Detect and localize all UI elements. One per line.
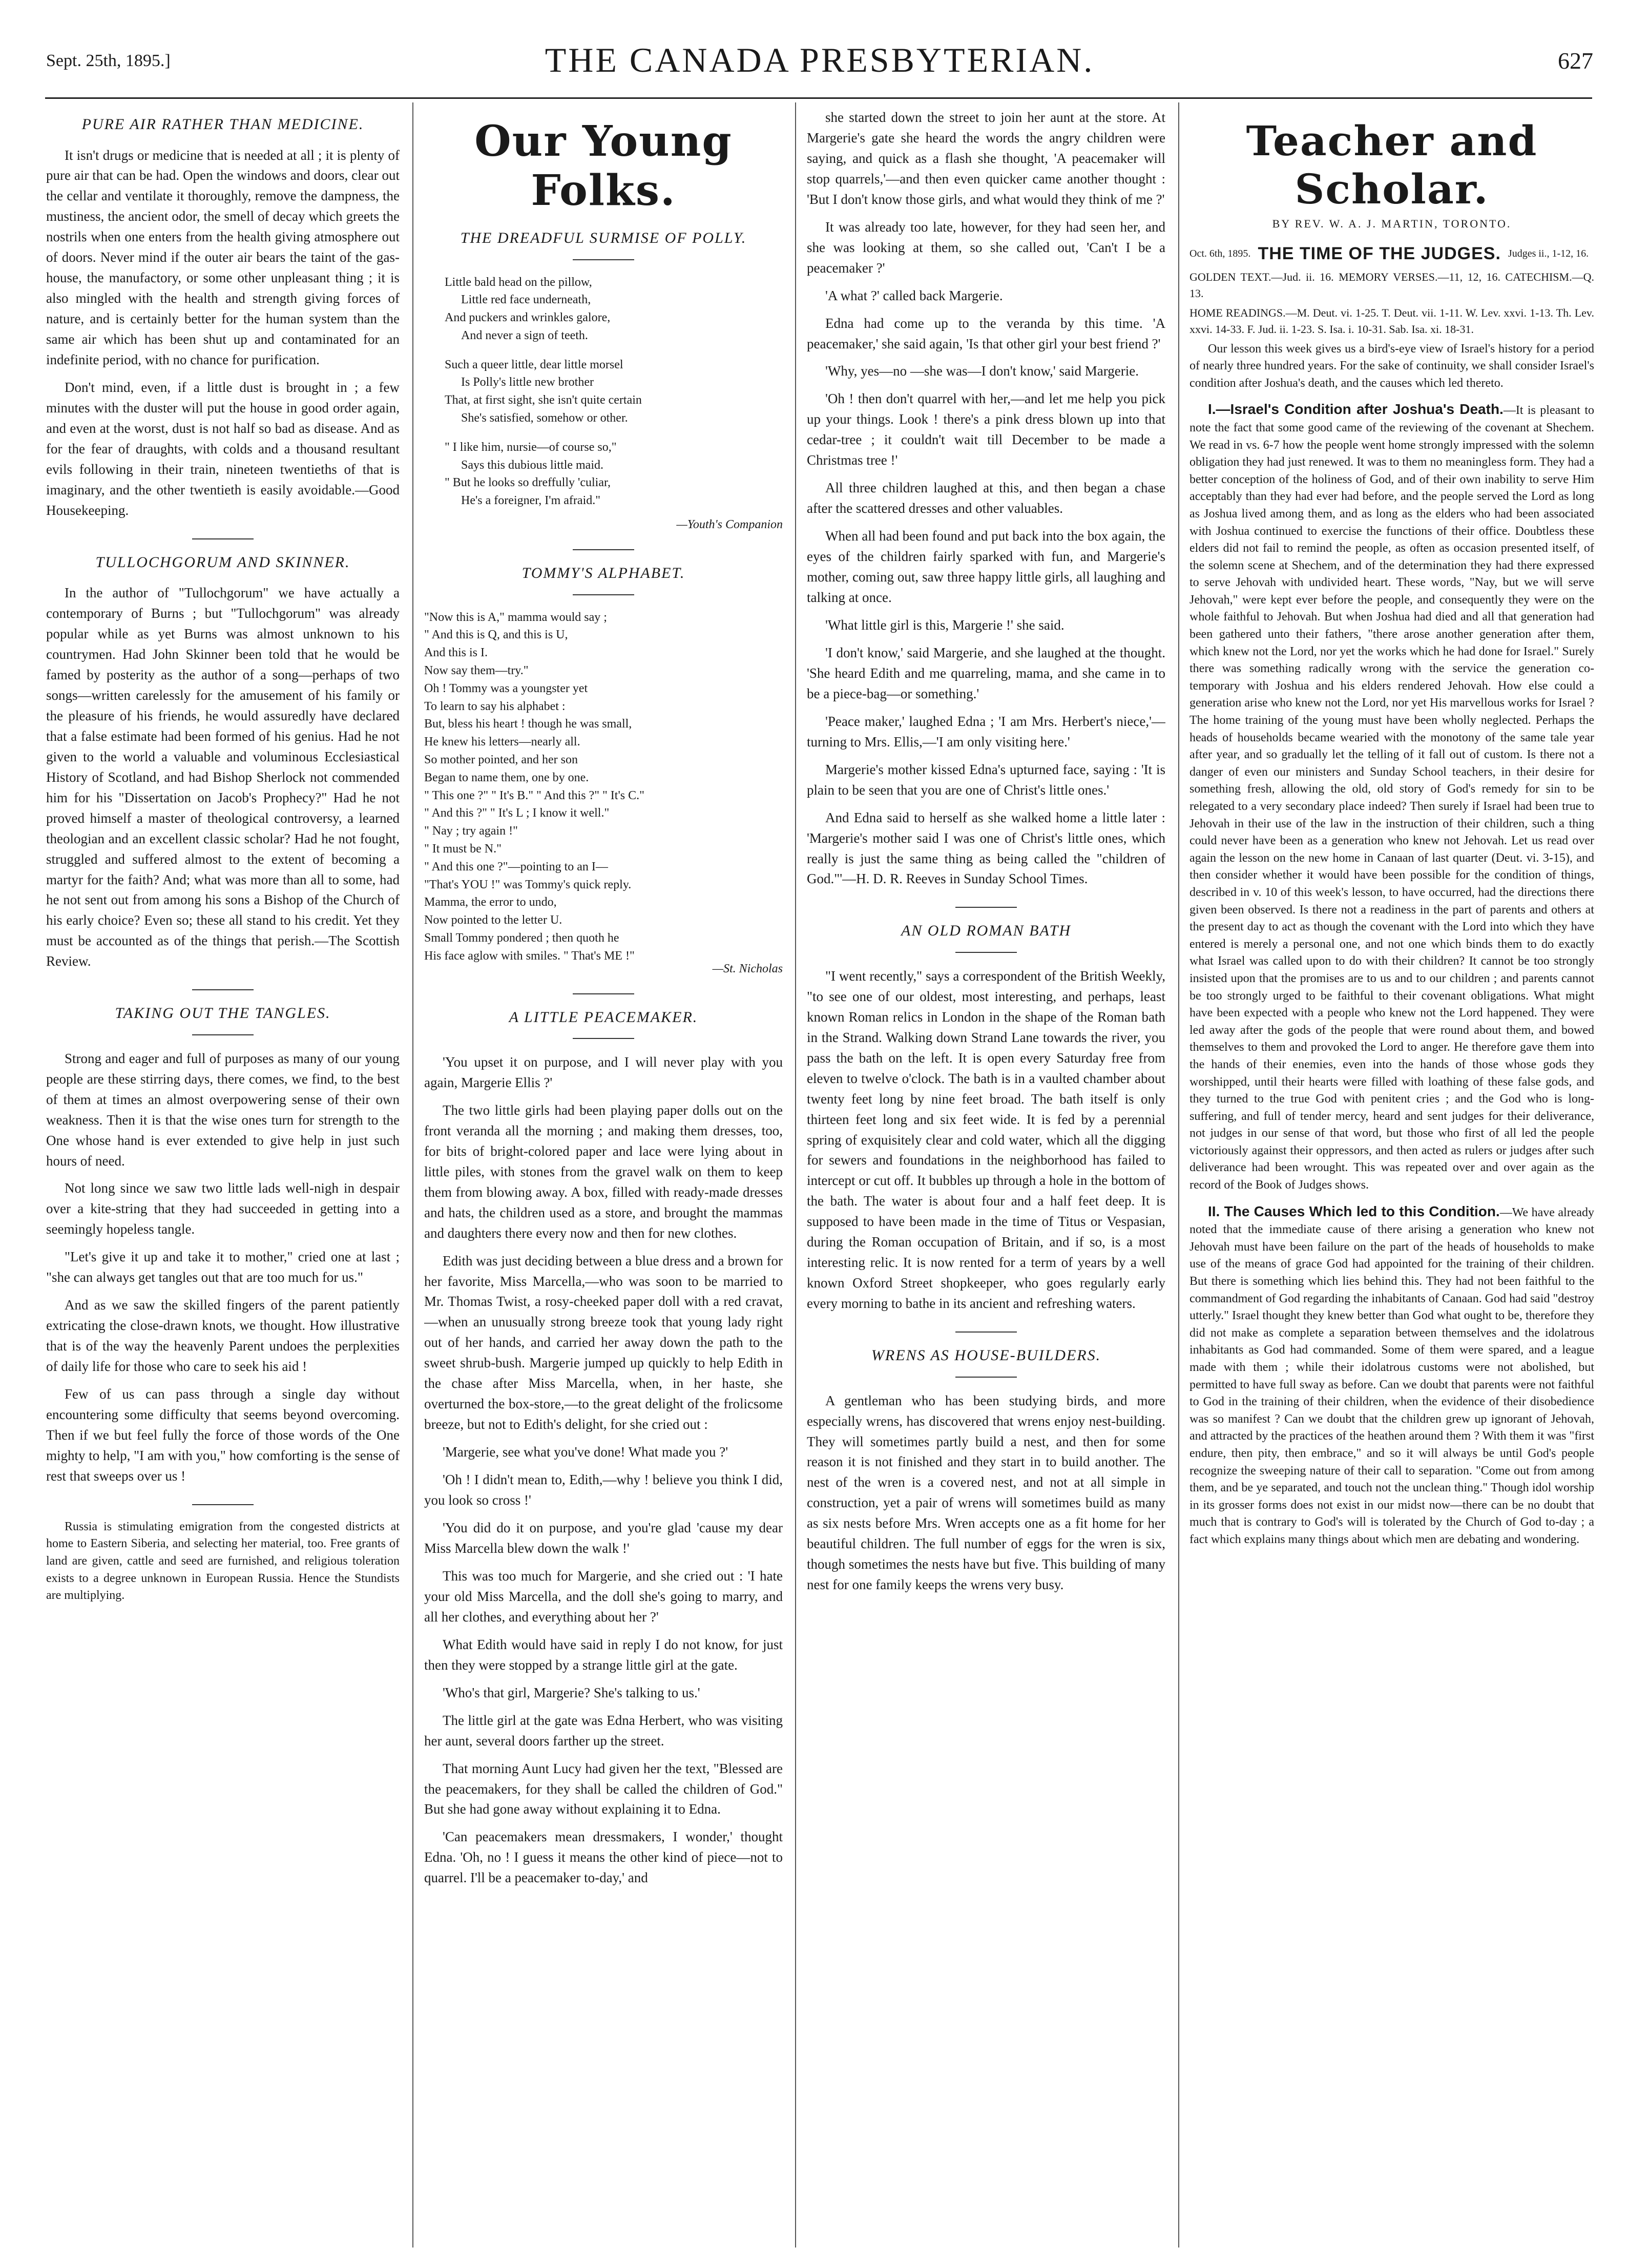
- poem-line: He's a foreigner, I'm afraid.": [461, 494, 601, 508]
- section-rule: [192, 538, 254, 539]
- article-tullochgorum: [46, 553, 400, 972]
- paragraph: 'I don't know,' said Margerie, and she laughed at the thought. 'She heard Edith and me quarreling, mama, and she came in to be a piece-bag—or something.': [807, 644, 1165, 701]
- story-peacemaker-continued: [807, 108, 1165, 889]
- paragraph: 'Oh ! I didn't mean to, Edith,—why ! believe you think I did, you look so cross !': [424, 1472, 783, 1508]
- article-title: WRENS AS HOUSE-BUILDERS.: [871, 1347, 1101, 1364]
- article-roman-bath: [807, 921, 1165, 1314]
- paragraph: And Edna said to herself as she walked home a little later : 'Margerie's mother said I was one of Christ's little ones, which really is just the same thing as being called the "children of God."'—H. D. R. Reeves in Sunday School Times.: [807, 809, 1165, 887]
- paragraph: 'Peace maker,' laughed Edna ; 'I am Mrs. Herbert's niece,'—turning to Mrs. Ellis,—'I am only visiting here.': [807, 713, 1165, 750]
- paragraph: 'A what ?' called back Margerie.: [825, 287, 1003, 303]
- poem-line: Small Tommy pondered ; then quoth he: [424, 931, 619, 945]
- subheading: I.—Israel's Condition after Joshua's Death.: [1208, 401, 1504, 418]
- newspaper-title: THE CANADA PRESBYTERIAN.: [545, 40, 1095, 79]
- paragraph: The little girl at the gate was Edna Herbert, who was visiting her aunt, several doors farther up the street.: [424, 1712, 783, 1749]
- paragraph: "I went recently," says a correspondent of the British Weekly, "to see one of our oldest, most interesting, and perhaps, least known Roman relics in London in the shape of the Roman bath in the Strand. Walking down Strand Lane towards the river, you pass the bath on the left. It is open every Saturday free from eleven to twelve o'clock. The bath is in a vaulted chamber about twenty feet long by nine feet broad. The bath itself is only thirteen feet long and six feet wide. It is fed by a perennial spring of exquisitely clear and cold water, which all the digging for sewers and foundations in the neighborhood has failed to intercept or cut off. It bubbles up through a hole in the bottom of the bath. The water is about four and a half feet deep. It is supposed to have been made in the time of Titus or Vespasian, during the Roman occupation of Britain, and if so, is a most interesting relic. It is now rented for a term of years by a well known Oxford Street shopkeeper, who goes regularly early every morning to bathe in its ancient and refreshing waters.: [807, 968, 1165, 1312]
- title-rule: [573, 1038, 634, 1039]
- poem-line: Little red face underneath,: [461, 293, 591, 307]
- article-title: AN OLD ROMAN BATH: [901, 922, 1072, 940]
- poem-polly: [424, 228, 783, 532]
- poem-line: His face aglow with smiles. " That's ME !": [424, 949, 635, 963]
- poem-line: Began to name them, one by one.: [424, 771, 589, 784]
- poem-line: And never a sign of teeth.: [461, 328, 588, 342]
- paragraph-body: —We have already noted that the immediate cause of there arising a generation who knew not Jehovah must have been failure on the part of the heads of households to make use of the means of grace God had appointed for the training of their children. But there is something which lies behind this. They had not been faithful to the commandment of God regarding the inhabitants of Canaan. God had said "destroy utterly." Israel thought they knew better than God what ought to be, therefore they did not make as complete a separation between themselves and the idolatrous inhabitants as God had commanded. Some of them were spared, and a league made with them ; while their idolatrous customs were not abolished, but permitted to have full sway as before. Can we doubt that parents were not faithful to God in the training of their children, when the evidence of their disobedience was so manifest ? Can we doubt that the children grew up ignorant of Jehovah, and attracted by the practices of the heathen around them ? With them it was "first endure, then pity, then embrace," and so it will always be until God's people recognize the sweeping nature of their call to separation. "Come out from among them, and be ye separated, and touch not the unclean thing." Though idol worship in its grosser forms does not exist in our midst now—there can be no doubt that much that is contrary to God's will is tolerated by the Church of God to-day ; a fact which explains many things about which men are debating and wondering.: [1189, 1205, 1594, 1546]
- article-title: PURE AIR RATHER THAN MEDICINE.: [81, 116, 364, 133]
- poem-line: " And this ?" " It's L ; I know it well.": [424, 806, 610, 820]
- poem-line: He knew his letters—nearly all.: [424, 735, 580, 749]
- poem-line: Such a queer little, dear little morsel: [445, 358, 623, 371]
- column-divider: [795, 102, 796, 2248]
- paragraph: 'You did do it on purpose, and you're glad 'cause my dear Miss Marcella blew down the walk !': [424, 1520, 783, 1556]
- poem-line: Mamma, the error to undo,: [424, 896, 557, 909]
- poem-line: That, at first sight, she isn't quite certain: [445, 393, 642, 407]
- article-title: TULLOCHGORUM AND SKINNER.: [95, 553, 350, 571]
- paragraph: 'Margerie, see what you've done! What made you ?': [443, 1444, 728, 1460]
- lesson-intro: Our lesson this week gives us a bird's-eye view of Israel's history for a period of nearly three hundred years. For the sake of continuity, we shall consider Israel's condition after Joshua's death, and the causes which led thereto.: [1189, 342, 1594, 390]
- section-rule: [573, 549, 634, 550]
- paragraph: 'Oh ! then don't quarrel with her,—and let me help you pick up your things. Look ! there's a pink dress blown up into that cedar-tree ; it couldn't wait till December to be made a Christmas tree !': [807, 391, 1165, 468]
- subheading: II. The Causes Which led to this Condition.: [1208, 1203, 1500, 1219]
- section-rule: [573, 993, 634, 994]
- column-4: [1189, 108, 1594, 2237]
- section-rule: [192, 1504, 254, 1505]
- paragraph: Margerie's mother kissed Edna's upturned face, saying : 'It is plain to be seen that you are one of Christ's little ones.': [807, 761, 1165, 798]
- section-masthead-young-folks: Our Young Folks.: [474, 117, 733, 215]
- poem-line: So mother pointed, and her son: [424, 753, 578, 766]
- article-russia: [46, 1518, 400, 1605]
- poem-line: "Now this is A," mamma would say ;: [424, 610, 607, 624]
- credit: —Youth's Companion: [676, 518, 783, 532]
- golden-text: GOLDEN TEXT.—Jud. ii. 16. MEMORY VERSES.—11, 12, 16. CATECHISM.—Q. 13.: [1189, 271, 1594, 300]
- poem-title: THE DREADFUL SURMISE OF POLLY.: [460, 230, 747, 246]
- paragraph: What Edith would have said in reply I do not know, for just then they were stopped by a strange little girl at the gate.: [424, 1636, 783, 1673]
- stanza: [424, 439, 783, 510]
- paragraph: It isn't drugs or medicine that is needed at all ; it is plenty of pure air that can be had. Open the windows and doors, clear out the cellar and ventilate it thoroughly, remove the dampness, the mustiness, the ancient odor, the smell of decay which greets the nostrils when one enters from the health giving atmosphere out of doors. Never mind if the outer air bears the taint of the gas-house, the manufactory, or some other unpleasant thing ; it is also mingled with the health and strength giving forces of nature, and is certainly better for the human system than the same air which has been shut up and contaminated for an indefinite period, with no chance for purification.: [46, 147, 400, 368]
- lesson-title: THE TIME OF THE JUDGES.: [1258, 244, 1501, 263]
- poem-line: " Nay ; try again !": [424, 824, 518, 838]
- section-masthead-teacher-scholar: Teacher and Scholar.: [1246, 117, 1538, 213]
- article-pure-air: [46, 115, 400, 521]
- issue-date: Sept. 25th, 1895.]: [46, 51, 171, 70]
- section-rule: [955, 907, 1017, 908]
- title-rule: [573, 259, 634, 260]
- poem-line: " But he looks so dreffully 'culiar,: [445, 476, 611, 490]
- page-header: [46, 40, 1593, 96]
- paragraph: [1189, 1201, 1594, 1549]
- poem-line: Oh ! Tommy was a youngster yet: [424, 681, 588, 695]
- paragraph: Strong and eager and full of purposes as many of our young people are these stirring days, there comes, we find, to the best of them at times an almost overpowering sense of their own weakness. Then it is that the wise ones turn for strength to the One whose hand is ever extended to give help in just such hours of need.: [46, 1050, 400, 1169]
- section-rule: [955, 1331, 1017, 1333]
- title-rule: [955, 952, 1017, 953]
- poem-line: Little bald head on the pillow,: [445, 275, 592, 289]
- page-number: 627: [1558, 48, 1593, 74]
- paragraph: That morning Aunt Lucy had given her the text, "Blessed are the peacemakers, for they shall be called the children of God." But she had gone away without explaining it to Edna.: [424, 1760, 783, 1817]
- poem-title: TOMMY'S ALPHABET.: [521, 565, 685, 582]
- paragraph: Few of us can pass through a single day without encountering some difficulty that seems beyond overcoming. Then if we but feel fully the force of those words of the One mighty to help, "I am with you," how comforting is the sense of rest that sweeps over us !: [46, 1386, 400, 1484]
- paragraph: 'What little girl is this, Margerie !' she said.: [825, 617, 1065, 633]
- poem-line: But, bless his heart ! though he was small,: [424, 717, 632, 731]
- poem-line: Now say them—try.": [424, 663, 529, 677]
- poem-line: Is Polly's little new brother: [461, 376, 594, 389]
- section-rule: [192, 989, 254, 990]
- poem-line: To learn to say his alphabet :: [424, 699, 566, 713]
- paragraph: Russia is stimulating emigration from the congested districts at home to Eastern Siberia, and selecting her material, too. Free grants of land are given, cattle and seed are furnished, and religious toleration exists to a degree unknown in European Russia. Hence the Stundists are multiplying.: [46, 1520, 400, 1603]
- title-rule: [955, 1377, 1017, 1378]
- paragraph: It was already too late, however, for they had seen her, and she was looking at them, so she called out, 'Can't I be a peacemaker ?': [807, 219, 1165, 276]
- poem-line: " And this one ?"—pointing to an I—: [424, 860, 608, 873]
- poem-tommy: [424, 564, 783, 975]
- paragraph: A gentleman who has been studying birds, and more especially wrens, has discovered that wrens enjoy nest-building. They will sometimes partly build a nest, and then for some reason it is not finished and they start in to build another. The nest of the wren is a covered nest, and not at all simple in construction, yet a pair of wrens will sometimes build as many as six nests before Mrs. Wren accepts one as a fit home for her beautiful children. The full number of eggs for the wren is six, though sometimes the nests have but five. This building of many nest for one family keeps the wrens very busy.: [807, 1392, 1165, 1593]
- column-divider: [412, 102, 413, 2248]
- stanza: [424, 356, 783, 427]
- paragraph: 'Who's that girl, Margerie? She's talking to us.': [443, 1684, 700, 1700]
- paragraph: Don't mind, even, if a little dust is brought in ; a few minutes with the duster will put the house in good order again, and even at the worst, dust is not half so bad as disease. And as for the fear of draughts, with colds and a thousand resultant evils following in their train, nineteen twentieths of that is imaginary, and the other twentieth is easily avoidable.—Good Housekeeping.: [46, 379, 400, 518]
- paragraph: The two little girls had been playing paper dolls out on the front veranda all the morning ; and making them dresses, too, for bits of bright-colored paper and lace were lying about in little piles, with stones from the gravel walk on them to keep them from blowing away. A box, filled with ready-made dresses and hats, the children used as a store, and brought the mammas and daughters there every now and then for new clothes.: [424, 1102, 783, 1241]
- paragraph-body: —It is pleasant to note the fact that some good came of the reviewing of the covenant at Shechem. We read in vs. 6-7 how the people went home strongly impressed with the solemn obligation they had just renewed. It was to them no meaningless form. They had a better conception of the holiness of God, and of their own inability to serve Him acceptably than they had ever had before, and the people served the Lord as long as Joshua lived among them, and as long as the elders who had been associated with Joshua continued to exercise the functions of their office. Doubtless these elders did not fail to remind the people, as often as occasion presented itself, of the solemn scene at Shechem, and of the determination they had there expressed to serve Jehovah with undivided heart. These words, "Nay, but we will serve Jehovah," were kept ever before the people, and consequently they were on the whole faithful to Jehovah. But when Joshua had died and all that generation had been gathered unto their fathers, "there arose another generation after them, which knew not the Lord, nor yet the works which he had done for Israel." Surely there was something radically wrong with the service the generation co-temporary with Joshua and his elders rendered Jehovah. How else could a generation arise who knew not the Lord, nor yet His marvellous works for Israel ? The home training of the young must have been wholly neglected. Perhaps the heads of households became wearied with the monotony of the same tale year after year, and so gradually let the telling of it fall out of custom. Is there not a danger of even our ministers and Sunday School teachers, in their desire for something fresh, allowing the old, old story of God's remedy for sin to be relegated to a very secondary place indeed? Then surely if Israel had been true to Jehovah in their use of the law in the instruction of their children, such a thing could never have been as a generation who knew not Jehovah. Let us read over again the lesson on the new home in Canaan of last quarter (Deut. vi. 3-15), and then consider whether it would have been possible for the condition of things, described in v. 10 of this week's lesson, to have occurred, had the directions there given been observed. Is there not a readiness in the part of parents and others at the present day to act as though the covenant with the Lord into which they have entered is merely a personal one, and not one which binds them to do exactly what Israel was called upon to do with their children? It cannot be too strongly insisted upon that the promises are to us and to our children ; and parents cannot be too strongly urged to be faithful to their covenant obligations. What might have been expected with a people who knew not the Lord happened. They were led away after the gods of the people that were round about them, and bowed themselves to them and provoked the Lord to anger. He therefore gave them into the hands of their enemies, even into the hands of those whose gods they worshipped, until their hearts were filled with loathing of these false gods, and they turned to the true God with penitent cries ; and the God who is long-suffering, and full of tender mercy, heard and sent judges for their deliverance, not judges in our sense of that word, but those who first of all led the people victoriously against their oppressors, and then acted as rulers or judges after such deliverance had been wrought. This was repeated over and over again as the record of the Book of Judges shows.: [1189, 404, 1594, 1192]
- poem-line: And puckers and wrinkles galore,: [445, 311, 611, 325]
- poem-line: "That's YOU !" was Tommy's quick reply.: [424, 878, 632, 891]
- article-tangles: [46, 1004, 400, 1487]
- paragraph: When all had been found and put back into the box again, the eyes of the children fairly sparked with fun, and Margerie's mother, coming out, saw three happy little girls, all laughing and talking at once.: [807, 528, 1165, 606]
- article-wrens: [807, 1346, 1165, 1595]
- poem-line: " I like him, nursie—of course so,": [445, 440, 617, 454]
- poem-line: And this is I.: [424, 646, 488, 660]
- poem-line: " This one ?" " It's B." " And this ?" " It's C.": [424, 788, 644, 802]
- poem-line: " It must be N.": [424, 842, 502, 856]
- paragraph: And as we saw the skilled fingers of the parent patiently extricating the close-drawn knots, we thought. How illustrative that is of the way the heavenly Parent undoes the perplexities of daily life for those who care to seek his aid !: [46, 1297, 400, 1375]
- column-2: [424, 108, 783, 2237]
- lesson-header: [1189, 244, 1594, 264]
- paragraph: Not long since we saw two little lads well-nigh in despair over a kite-string that they had succeeded in getting into a seemingly hopeless tangle.: [46, 1180, 400, 1237]
- paragraph: Edna had come up to the veranda by this time. 'A peacemaker,' she said again, 'Is that other girl your best friend ?': [807, 315, 1165, 351]
- column-divider: [1178, 102, 1179, 2248]
- story-title: A LITTLE PEACEMAKER.: [509, 1008, 698, 1026]
- lesson-reference: Judges ii., 1-12, 16.: [1508, 248, 1589, 259]
- title-rule: [192, 1034, 254, 1035]
- poem-line: Now pointed to the letter U.: [424, 913, 562, 927]
- paragraph: All three children laughed at this, and then began a chase after the scattered dresses and other valuables.: [807, 480, 1165, 516]
- poem-line: " And this is Q, and this is U,: [424, 628, 568, 642]
- paragraph: 'You upset it on purpose, and I will never play with you again, Margerie Ellis ?': [424, 1054, 783, 1090]
- paragraph: Edith was just deciding between a blue dress and a brown for her favorite, Miss Marcella,—who was soon to be married to Mr. Thomas Twist, a rosy-cheeked paper doll with a red cravat,—when an unusually strong breeze took that young lady right out of her hands, and carried her away down the path to the sweet shrub-bush. Margerie jumped up quickly to help Edith in the chase after Miss Marcella, when, in her haste, she overturned the box-store,—to the great delight of the frolicsome breeze, but not to Edith's delight, for she cried out :: [424, 1253, 783, 1432]
- paragraph: "Let's give it up and take it to mother," cried one at last ; "she can always get tangles out that are too much for us.": [46, 1249, 400, 1285]
- paragraph: 'Why, yes—no —she was—I don't know,' said Margerie.: [825, 363, 1139, 379]
- paragraph: she started down the street to join her aunt at the store. At Margerie's gate she heard the words the angry children were saying, and quick as a flash she thought, 'A peacemaker will stop quarrels,'—and then even quicker came another thought : 'But I don't know those girls, and what would they think of me ?': [807, 110, 1165, 207]
- credit: —St. Nicholas: [712, 962, 783, 975]
- paragraph: [1189, 399, 1594, 1194]
- paragraph: This was too much for Margerie, and she cried out : 'I hate your old Miss Marcella, and the doll she's going to marry, and all her clothes, and everything about her ?': [424, 1568, 783, 1625]
- column-1: [46, 108, 400, 2237]
- lesson-date: Oct. 6th, 1895.: [1189, 248, 1251, 259]
- paragraph: 'Can peacemakers mean dressmakers, I wonder,' thought Edna. 'Oh, no ! I guess it means the other kind of piece—not to quarrel. I'll be a peacemaker to-day,' and: [424, 1829, 783, 1886]
- home-readings: HOME READINGS.—M. Deut. vi. 1-25. T. Deut. vii. 1-11. W. Lev. xxvi. 1-13. Th. Lev. xxvi. 14-33. F. Jud. ii. 1-23. S. Isa. i. 10-31. Sab. Isa. xi. 18-31.: [1189, 306, 1594, 336]
- article-title: TAKING OUT THE TANGLES.: [115, 1005, 331, 1022]
- stanza: [424, 274, 783, 345]
- title-rule: [573, 594, 634, 595]
- story-peacemaker: [424, 1008, 783, 1889]
- column-3: [807, 108, 1165, 2237]
- poem-line: She's satisfied, somehow or other.: [461, 411, 628, 425]
- poem-line: Says this dubious little maid.: [461, 458, 604, 472]
- paragraph: In the author of "Tullochgorum" we have actually a contemporary of Burns ; but "Tullochgorum" was already popular while as yet Burns was almost unknown to his countrymen. Had John Skinner been told that he would be famed by posterity as the author of a song—perhaps of two songs—written carelessly for the amusement of his family or the pleasure of his friends, he would assuredly have declared that a false estimate had been formed of his genius. Had he not given to the world a valuable and voluminous Ecclesiastical History of Scotland, and had Bishop Sherlock not commended him for his "Dissertation on Jacob's Prophecy?" Had he not proved himself a master of theological controversy, a learned theologian and an excellent classic scholar? Had he not fought, struggled and suffered almost to the extent of becoming a martyr for the faith? And; what was more than all to some, had he not sent out from among his sons a Bishop of the Church of his early choice? Even so; these all stand to his credit. Yet they must be accounted as of the things that perish.—The Scottish Review.: [46, 585, 400, 969]
- byline: BY REV. W. A. J. MARTIN, TORONTO.: [1272, 217, 1512, 230]
- header-rule: [45, 97, 1592, 99]
